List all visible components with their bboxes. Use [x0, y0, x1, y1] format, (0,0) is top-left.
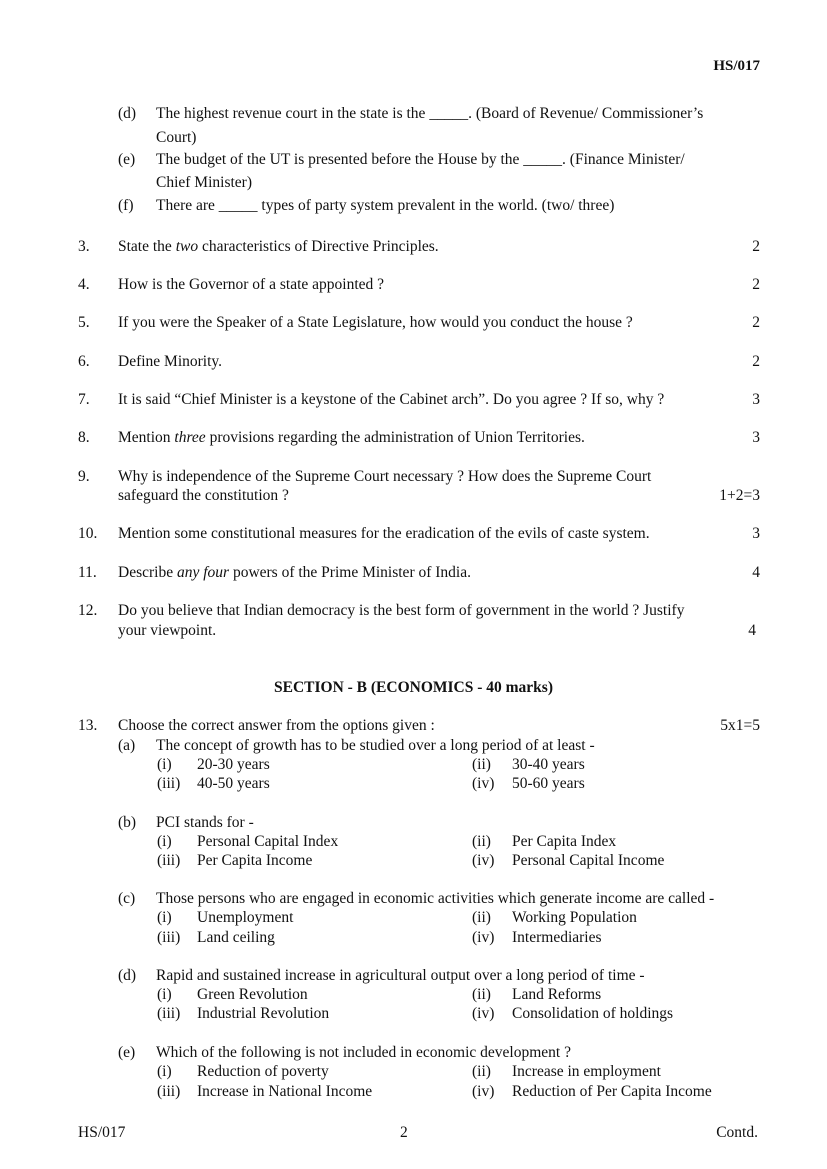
question-number: 13. — [78, 717, 98, 734]
question-number: 3. — [78, 238, 90, 255]
question-marks: 2 — [752, 276, 760, 293]
question-text: Mention some constitutional measures for the eradication of the evils of caste system. — [118, 525, 650, 542]
subitem-label: (f) — [118, 197, 134, 214]
question-text: State the two characteristics of Directive Principles. — [118, 238, 439, 255]
question-text: Mention three provisions regarding the administration of Union Territories. — [118, 429, 585, 446]
option: (ii) Land Reforms — [472, 986, 602, 1003]
part-stem: PCI stands for - — [156, 814, 254, 831]
question-marks: 3 — [752, 525, 760, 542]
page-number: 2 — [400, 1124, 408, 1141]
question-text: Do you believe that Indian democracy is the best form of government in the world ? Justify — [118, 602, 685, 619]
question-number: 9. — [78, 468, 90, 485]
option: (iii) Industrial Revolution — [157, 1005, 330, 1022]
part-label: (b) — [118, 814, 137, 831]
question-marks: 4 — [752, 564, 760, 581]
option: (iv) Personal Capital Income — [472, 852, 665, 869]
question-text: Describe any four powers of the Prime Minister of India. — [118, 564, 471, 581]
question-number: 5. — [78, 314, 90, 331]
question-number: 7. — [78, 391, 90, 408]
option: (iv) Consolidation of holdings — [472, 1005, 674, 1022]
option: (iii) Increase in National Income — [157, 1083, 373, 1100]
part-label: (d) — [118, 967, 137, 984]
option: (ii) 30-40 years — [472, 756, 585, 773]
subitem-line: There are _____ types of party system prevalent in the world. (two/ three) — [156, 197, 615, 214]
option: (iv) Intermediaries — [472, 929, 602, 946]
subitem-label: (d) — [118, 105, 137, 122]
question-text: your viewpoint. — [118, 622, 217, 639]
question-number: 6. — [78, 353, 90, 370]
option: (iii) Land ceiling — [157, 929, 275, 946]
subitem-line: Court) — [156, 129, 197, 146]
option: (ii) Increase in employment — [472, 1063, 661, 1080]
option: (i) Unemployment — [157, 909, 294, 926]
part-label: (a) — [118, 737, 136, 754]
part-stem: Those persons who are engaged in economic activities which generate income are called - — [156, 890, 715, 907]
question-marks: 2 — [752, 314, 760, 331]
subitem-line: The highest revenue court in the state is the _____. (Board of Revenue/ Commissioner’s — [156, 105, 704, 122]
subitem-line: Chief Minister) — [156, 174, 252, 191]
option: (iv) Reduction of Per Capita Income — [472, 1083, 712, 1100]
option: (i) 20-30 years — [157, 756, 270, 773]
question-marks: 2 — [752, 238, 760, 255]
part-label: (e) — [118, 1044, 136, 1061]
question-marks: 3 — [752, 429, 760, 446]
continued-label: Contd. — [716, 1124, 758, 1141]
question-text: If you were the Speaker of a State Legislature, how would you conduct the house ? — [118, 314, 633, 331]
part-stem: Which of the following is not included in economic development ? — [156, 1044, 571, 1061]
question-text: Define Minority. — [118, 353, 223, 370]
question-text: How is the Governor of a state appointed ? — [118, 276, 385, 293]
option: (iii) Per Capita Income — [157, 852, 313, 869]
question-text: Why is independence of the Supreme Court necessary ? How does the Supreme Court — [118, 468, 652, 485]
question-marks: 3 — [752, 391, 760, 408]
option: (ii) Per Capita Index — [472, 833, 617, 850]
option: (i) Green Revolution — [157, 986, 308, 1003]
subitem-line: The budget of the UT is presented before the House by the _____. (Finance Minister/ — [156, 151, 685, 168]
question-number: 11. — [78, 564, 97, 581]
question-number: 12. — [78, 602, 98, 619]
footer-paper-code: HS/017 — [78, 1124, 126, 1141]
question-marks: 4 — [748, 622, 756, 639]
option: (iii) 40-50 years — [157, 775, 270, 792]
question-marks: 5x1=5 — [720, 717, 760, 734]
option: (iv) 50-60 years — [472, 775, 585, 792]
option: (i) Reduction of poverty — [157, 1063, 329, 1080]
part-stem: The concept of growth has to be studied over a long period of at least - — [156, 737, 595, 754]
question-text: It is said “Chief Minister is a keystone of the Cabinet arch”. Do you agree ? If so, why ? — [118, 391, 665, 408]
paper-code-header: HS/017 — [713, 58, 760, 74]
part-stem: Rapid and sustained increase in agricultural output over a long period of time - — [156, 967, 645, 984]
question-text: Choose the correct answer from the options given : — [118, 717, 435, 734]
part-label: (c) — [118, 890, 136, 907]
subitem-label: (e) — [118, 151, 136, 168]
option: (ii) Working Population — [472, 909, 637, 926]
question-number: 10. — [78, 525, 98, 542]
section-heading: SECTION - B (ECONOMICS - 40 marks) — [273, 679, 553, 696]
option: (i) Personal Capital Index — [157, 833, 339, 850]
question-marks: 1+2=3 — [719, 487, 760, 504]
question-number: 4. — [78, 276, 90, 293]
question-text: safeguard the constitution ? — [118, 487, 289, 504]
question-marks: 2 — [752, 353, 760, 370]
question-number: 8. — [78, 429, 90, 446]
